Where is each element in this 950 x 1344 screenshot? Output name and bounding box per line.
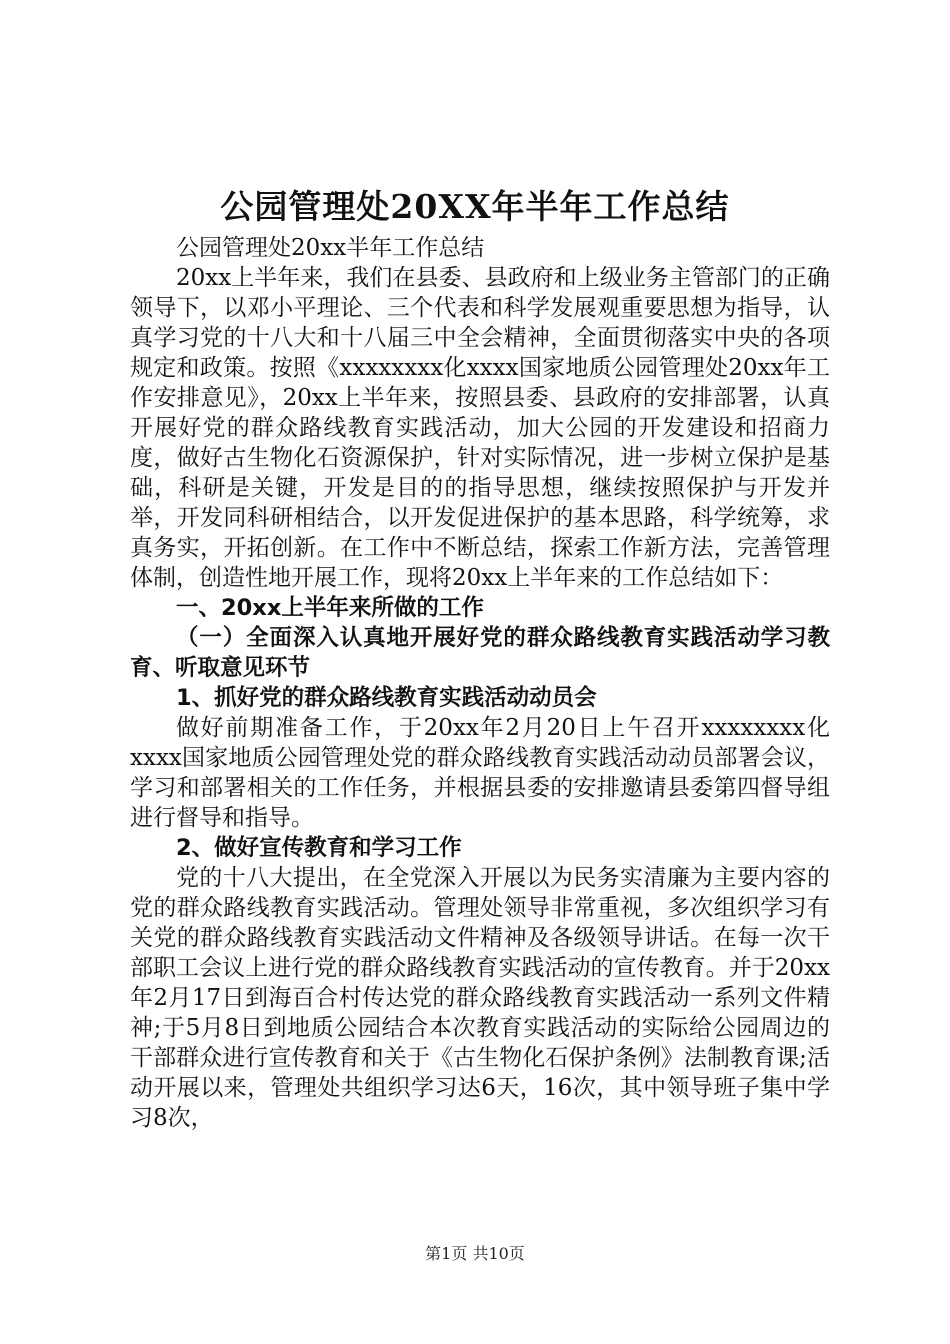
intro-paragraph: 20xx上半年来，我们在县委、县政府和上级业务主管部门的正确领导下，以邓小平理论、三个代表和科学发展观重要思想为指导，认真学习党的十八大和十八届三中全会精神，全面贯彻落实中央的各项规定和政策。按照《xxxxxxxx化xxxx国家地质公园管理处20xx年工作安排意见》，20xx上半年来，按照县委、县政府的安排部署，认真开展好党的群众路线教育实践活动，加大公园的开发建设和招商力度，做好古生物化石资源保护，针对实际情况，进一步树立保护是基础，科研是关键，开发是目的的指导思想，继续按照保护与开发并举，开发同科研相结合，以开发促进保护的基本思路，科学统筹，求真务实，开拓创新。在工作中不断总结，探索工作新方法，完善管理体制，创造性地开展工作，现将20xx上半年来的工作总结如下： <box>130 265 830 591</box>
document-title: 公园管理处20XX年半年工作总结 <box>220 187 730 226</box>
subtitle-line: 公园管理处20xx半年工作总结 <box>176 235 485 261</box>
item-paragraph-1: 做好前期准备工作，于20xx年2月20日上午召开xxxxxxxx化xxxx国家地质公园管理处党的群众路线教育实践活动动员部署会议，学习和部署相关的工作任务，并根据县委的安排邀请县委第四督导组进行督导和指导。 <box>130 715 830 831</box>
item-paragraph-2: 党的十八大提出，在全党深入开展以为民务实清廉为主要内容的党的群众路线教育实践活动。管理处领导非常重视，多次组织学习有关党的群众路线教育实践活动文件精神及各级领导讲话。在每一次干部职工会议上进行党的群众路线教育实践活动的宣传教育。并于20xx年2月17日到海百合村传达党的群众路线教育实践活动一系列文件精神;于5月8日到地质公园结合本次教育实践活动的实际给公园周边的干部群众进行宣传教育和关于《古生物化石保护条例》法制教育课;活动开展以来，管理处共组织学习达6天，16次，其中领导班子集中学习8次， <box>130 865 830 1131</box>
item-heading-1: 1、抓好党的群众路线教育实践活动动员会 <box>176 685 597 711</box>
subsection-heading-1: （一）全面深入认真地开展好党的群众路线教育实践活动学习教育、听取意见环节 <box>130 625 830 681</box>
section-heading-1: 一、20xx上半年来所做的工作 <box>176 595 484 621</box>
page-footer: 第1页 共10页 <box>425 1244 525 1263</box>
item-heading-2: 2、做好宣传教育和学习工作 <box>176 835 462 861</box>
document-body <box>130 233 830 1133</box>
